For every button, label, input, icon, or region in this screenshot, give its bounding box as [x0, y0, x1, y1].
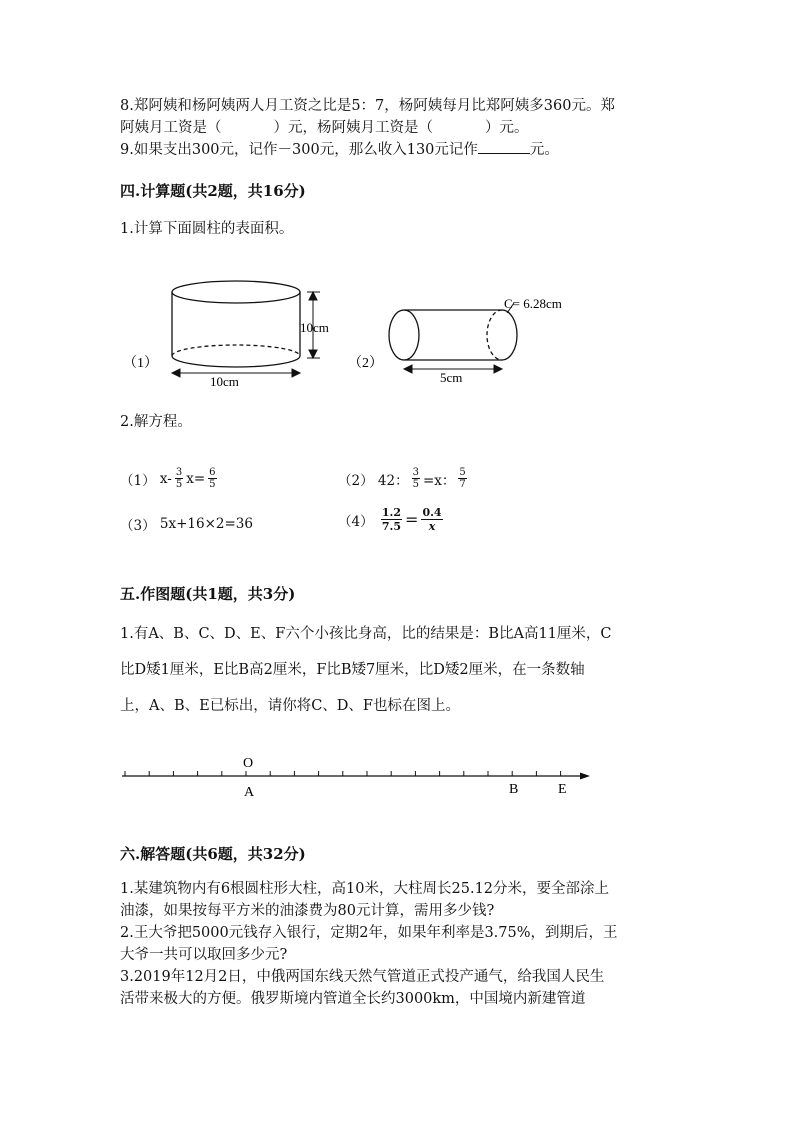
figure-1-label: （1） — [123, 356, 158, 371]
cylinder-figures — [0, 272, 794, 402]
length-label: 5cm — [440, 370, 463, 385]
section-6-q2-line-1: 2.王大爷把5000元钱存入银行，定期2年，如果年利率是3.75%，到期后，王 — [120, 925, 618, 941]
cylinder-1 — [172, 281, 300, 367]
question-9: 9.如果支出300元，记作－300元，那么收入130元记作 元。 — [120, 139, 559, 161]
equation-4: （4） $\frac{1.2}{7.5}$ = $\frac{0.4}{x}$ — [338, 506, 442, 533]
height-label: 10cm — [300, 320, 329, 335]
axis-ticks — [125, 771, 561, 776]
point-b-label: B — [509, 782, 519, 797]
equation-3: （3） 5x+16×2=36 — [120, 516, 253, 534]
section-4-question-2: 2.解方程。 — [120, 414, 192, 430]
question-8-line-1: 8.郑阿姨和杨阿姨两人月工资之比是5：7，杨阿姨每月比郑阿姨多360元。郑 — [120, 98, 615, 114]
answer-blank — [478, 139, 530, 154]
section-6-q1-line-2: 油漆，如果按每平方米的油漆费为80元计算，需用多少钱? — [120, 903, 495, 919]
number-line — [0, 748, 794, 808]
point-a-label: A — [244, 785, 255, 800]
section-4-heading: 四.计算题(共2题，共16分) — [120, 182, 306, 200]
question-8-line-2: 阿姨月工资是（ ）元，杨阿姨月工资是（ ）元。 — [120, 120, 529, 136]
figure-2-label: （2） — [348, 356, 383, 371]
circumference-label: C= 6.28cm — [504, 296, 562, 311]
section-5-question-line-3: 上，A、B、E已标出，请你将C、D、F也标在图上。 — [120, 698, 460, 714]
section-5-question-line-1: 1.有A、B、C、D、E、F六个小孩比身高，比的结果是：B比A高11厘米，C — [120, 626, 612, 642]
axis-arrow — [580, 773, 590, 780]
section-6-q2-line-2: 大爷一共可以取回多少元? — [120, 947, 288, 963]
section-4-question-1: 1.计算下面圆柱的表面积。 — [120, 221, 294, 237]
cylinder-2 — [389, 310, 517, 360]
section-6-q3-line-1: 3.2019年12月2日，中俄两国东线天然气管道正式投产通气，给我国人民生 — [120, 969, 605, 985]
point-e-label: E — [558, 782, 567, 797]
equation-1: （1） x- $\frac{3}{5}$ x= $\frac{6}{5}$ — [120, 467, 216, 490]
origin-label: O — [243, 756, 254, 771]
section-6-heading: 六.解答题(共6题，共32分) — [120, 845, 306, 863]
section-5-question-line-2: 比D矮1厘米，E比B高2厘米，F比B矮7厘米，比D矮2厘米，在一条数轴 — [120, 662, 585, 678]
section-6-q3-line-2: 活带来极大的方便。俄罗斯境内管道全长约3000km，中国境内新建管道 — [120, 991, 586, 1007]
equation-2: （2） 42： $\frac{3}{5}$ =x： $\frac{5}{7}$ — [338, 467, 466, 490]
diameter-label: 10cm — [210, 374, 239, 389]
section-5-heading: 五.作图题(共1题，共3分) — [120, 585, 296, 603]
section-6-q1-line-1: 1.某建筑物内有6根圆柱形大柱，高10米，大柱周长25.12分米，要全部涂上 — [120, 881, 610, 897]
